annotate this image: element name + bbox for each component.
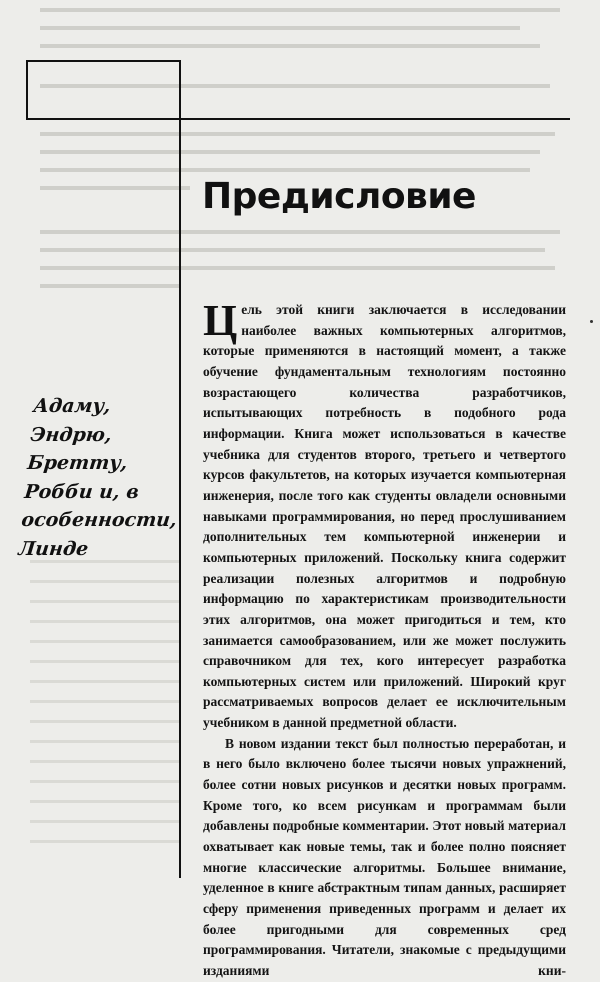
dedication-line: Бретту, <box>26 452 129 474</box>
horizontal-rule <box>26 118 570 120</box>
paragraph-1-text: ель этой книги заключается в исследовании наиболее важных компьютерных алгоритмов, которые применяются в настоящий момент, а также обучение фундаментальным технологиям постоянно возрастающего количества разработчиков, испытывающих потребность в подобного рода информации. Книга может использоваться в качестве учебника для студентов второго, третьего и четвертого курсов факультетов, на которых изучается компьютерная инженерия, после того как студенты овладели основными навыками программирования, но перед прослушиванием дополнительных тем компьютерной инженерии и компьютерных приложений. Поскольку книга содержит реализации полезных алгоритмов и подробную информацию по характеристикам производительности этих алгоритмов, она может пригодиться и тем, кто занимается самообразованием, или же может послужить справочником для тех, кого интересует разработка компьютерных систем или приложений. Широкий круг рассматриваемых вопросов делает ее исключительным учебником в данной предметной области. <box>203 302 566 731</box>
dedication-line: Эндрю, <box>29 423 113 446</box>
preface-body <box>203 296 566 982</box>
dedication-line: особенности, <box>20 509 178 531</box>
paragraph-2: В новом издании текст был полностью переработан, и в него было включено более тысячи новых упражнений, более сотни новых рисунков и десятки новых программ. Кроме того, ко всем рисункам и программам были добавлены подробные комментарии. Этот новый материал охватывает как новые темы, так и более полно поясняет многие классические алгоритмы. Большее внимание, уделенное в книге абстрактным типам данных, расширяет сферу применения приведенных программ и делает их более пригодными для современных сред программирования. Читатели, знакомые с предыдущими изданиями кни- <box>203 735 566 978</box>
dedication-line: Адаму, <box>32 395 112 417</box>
dedication-line: Линде <box>17 537 90 560</box>
page-title: Предисловие <box>202 176 476 217</box>
drop-cap: Ц <box>203 296 238 345</box>
paragraph-1 <box>203 296 566 734</box>
dedication-line: Робби и, в <box>23 480 141 503</box>
vertical-rule <box>179 60 181 878</box>
margin-speck <box>590 320 593 323</box>
dedication <box>17 392 185 563</box>
corner-frame <box>26 60 181 120</box>
